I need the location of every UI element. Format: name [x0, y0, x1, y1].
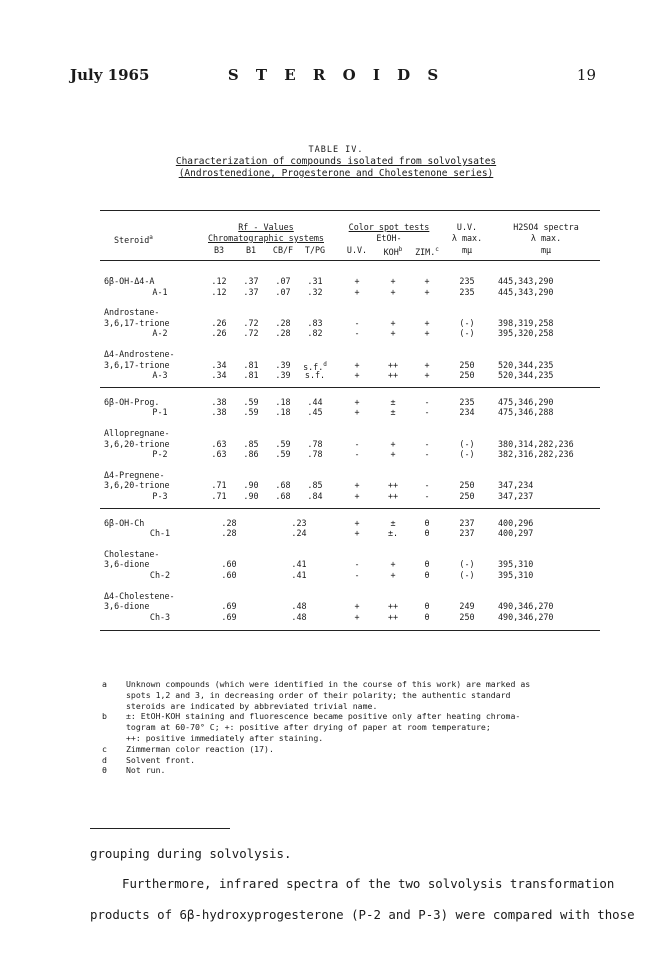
rf-value: .38	[211, 407, 227, 418]
rf-value: .85	[243, 438, 259, 449]
compound-name: 6β-OH-Δ4-A	[104, 276, 155, 286]
compound-name: 3,6,20-trione	[104, 480, 170, 491]
running-header-journal: S T E R O I D S	[227, 66, 445, 84]
col-header-h2so4-unit: mμ	[540, 245, 552, 255]
rf-value: s.f.	[304, 370, 326, 381]
footnote-line: Not run.	[126, 765, 166, 776]
compound-name: 3,6,17-trione	[104, 359, 170, 370]
uv-max-value: 249	[459, 601, 475, 612]
spot-test-value: +	[354, 396, 360, 407]
footnote-line: Zimmerman color reaction (17).	[126, 743, 274, 754]
spot-test-value: +	[354, 528, 360, 539]
compound-name: P-2	[152, 449, 168, 460]
rf-value: .38	[211, 396, 227, 407]
rf-value: .48	[291, 601, 307, 612]
compound-name: 3,6-dione	[104, 559, 150, 570]
footnote	[102, 765, 622, 776]
rf-value: .26	[211, 328, 227, 339]
table-title-line-2: (Androstenedione, Progesterone and Cholestenone series)	[178, 168, 494, 179]
compound-name: Δ4-Pregnene-	[104, 469, 165, 480]
rf-value: .83	[307, 317, 323, 328]
spot-test-value: ++	[387, 491, 399, 501]
compound-name: 3,6,20-trione	[104, 438, 170, 449]
rf-value: .37	[243, 276, 259, 286]
uv-max-value: (-)	[459, 559, 475, 570]
spot-test-value: +	[354, 601, 360, 612]
rf-value: .45	[307, 407, 323, 418]
uv-max-value: 250	[459, 491, 475, 501]
rf-col-header: B3	[213, 245, 225, 255]
rf-value: .24	[291, 528, 307, 539]
rf-value: .39	[275, 359, 291, 370]
spot-test-value: +	[390, 438, 396, 449]
rf-value: .26	[211, 317, 227, 328]
spot-test-value: +	[354, 276, 360, 286]
rf-value: .81	[243, 359, 259, 370]
spot-test-value: +	[424, 276, 430, 286]
h2so4-spectra-value: 445,343,290	[498, 276, 554, 286]
spot-test-value: -	[354, 449, 360, 460]
rf-col-header: CB/F	[272, 245, 294, 255]
spot-test-value: -	[424, 438, 430, 449]
rf-value: .78	[307, 449, 323, 460]
spot-test-value: -	[354, 328, 360, 339]
table-label: TABLE IV.	[308, 145, 364, 155]
compound-name: 6β-OH-Prog.	[104, 396, 160, 407]
spot-test-value: +	[390, 286, 396, 297]
spot-test-value: ±.	[387, 528, 399, 539]
spot-test-value: +	[390, 449, 396, 460]
footnote-line: spots 1,2 and 3, in decreasing order of their polarity; the authentic standard	[126, 689, 511, 700]
rf-value: .39	[275, 370, 291, 381]
spot-test-value: +	[354, 359, 360, 370]
spot-test-value: -	[354, 317, 360, 328]
rf-value: .60	[221, 570, 237, 580]
rf-value: .31	[307, 276, 323, 286]
spot-test-value: +	[424, 359, 430, 370]
spot-test-value: ±	[390, 396, 396, 407]
rf-value: .60	[221, 559, 237, 570]
uv-max-value: 250	[459, 359, 475, 370]
table-title-line-1: Characterization of compounds isolated from solvolysates	[175, 156, 497, 167]
uv-max-value: (-)	[459, 449, 475, 460]
spot-test-value: +	[354, 611, 360, 622]
rf-value: .28	[221, 528, 237, 539]
spot-test-value: +	[424, 328, 430, 339]
compound-name: 3,6,17-trione	[104, 317, 170, 328]
footnote	[102, 755, 622, 766]
compound-name: P-3	[152, 491, 168, 501]
rf-value: .69	[221, 601, 237, 612]
compound-name: Cholestane-	[104, 548, 160, 559]
col-header-h2so4-lambda: λ max.	[530, 233, 562, 243]
rf-value: .78	[307, 438, 323, 449]
spot-test-value: +	[390, 276, 396, 286]
rf-value: .37	[243, 286, 259, 297]
table-rule-top	[100, 210, 600, 211]
spot-test-value: +	[390, 559, 396, 570]
footnote-line: Solvent front.	[126, 754, 196, 765]
spot-test-value: θ	[424, 570, 430, 580]
spot-test-value: +	[390, 317, 396, 328]
table-footnotes	[102, 679, 622, 776]
spot-test-value: ±	[390, 517, 396, 528]
h2so4-spectra-value: 395,320,258	[498, 328, 554, 339]
spot-test-value: -	[424, 449, 430, 460]
compound-name: Ch-3	[149, 611, 171, 622]
spot-test-value: ++	[387, 370, 399, 381]
spot-test-value: +	[424, 317, 430, 328]
spot-test-value: -	[424, 407, 430, 418]
compound-name: P-1	[152, 407, 168, 418]
table-rule-bottom	[100, 630, 600, 631]
spot-test-value: +	[354, 286, 360, 297]
running-header-date: July 1965	[70, 66, 150, 84]
compound-name: Ch-2	[149, 570, 171, 580]
uv-max-value: 235	[459, 286, 475, 297]
spot-test-value: +	[354, 407, 360, 418]
spot-col-header: U.V.	[346, 245, 368, 255]
rf-value: .12	[211, 286, 227, 297]
rf-value: .28	[275, 317, 291, 328]
compound-name: A-3	[152, 370, 168, 381]
col-header-uv: U.V.	[456, 222, 478, 232]
col-header-rf: Rf - Values	[238, 222, 294, 232]
h2so4-spectra-value: 520,344,235	[498, 359, 554, 370]
rf-value: .07	[275, 286, 291, 297]
compound-name: A-2	[152, 328, 168, 339]
rf-col-header: B1	[245, 245, 257, 255]
rf-value: .44	[307, 396, 323, 407]
footnote-marker: d	[102, 754, 107, 765]
rf-value: .28	[275, 328, 291, 339]
uv-max-value: 234	[459, 407, 475, 418]
footnote	[102, 711, 622, 743]
rf-value: .48	[291, 611, 307, 622]
rf-col-header: T/PG	[304, 245, 326, 255]
footnote-line: Unknown compounds (which were identified in the course of this work) are marked as	[126, 679, 531, 689]
h2so4-spectra-value: 490,346,270	[498, 611, 554, 622]
rf-value: .59	[275, 449, 291, 460]
footnote	[102, 744, 622, 755]
spot-col-header: ZIM.$^c$	[415, 246, 439, 257]
h2so4-spectra-value: 475,346,290	[498, 396, 554, 407]
body-text-line-2: Furthermore, infrared spectra of the two solvolysis transformation	[122, 876, 615, 891]
spot-test-value: θ	[424, 528, 430, 539]
rf-value: s.f.$^d$	[303, 360, 327, 372]
rf-value: .72	[243, 317, 259, 328]
h2so4-spectra-value: 382,316,282,236	[498, 449, 574, 460]
h2so4-spectra-value: 490,346,270	[498, 601, 554, 612]
spot-test-value: θ	[424, 601, 430, 612]
col-header-h2so4: H2SO4 spectra	[513, 222, 579, 232]
uv-max-value: 250	[459, 480, 475, 491]
h2so4-spectra-value: 347,237	[498, 491, 534, 501]
spot-test-value: ++	[387, 480, 399, 491]
spot-test-value: θ	[424, 517, 430, 528]
uv-max-value: 235	[459, 396, 475, 407]
rf-value: .12	[211, 276, 227, 286]
rf-value: .34	[211, 359, 227, 370]
rf-value: .23	[291, 517, 307, 528]
rf-value: .71	[211, 480, 227, 491]
spot-test-value: ±	[390, 407, 396, 418]
rf-value: .34	[211, 370, 227, 381]
col-header-color-spot: Color spot tests	[348, 222, 430, 232]
spot-test-value: θ	[424, 611, 430, 622]
uv-max-value: (-)	[459, 328, 475, 339]
spot-test-value: ++	[387, 611, 399, 622]
spot-test-value: +	[354, 517, 360, 528]
h2so4-spectra-value: 395,310	[498, 559, 534, 570]
spot-col-header: KOH$^b$	[383, 246, 403, 257]
rf-value: .59	[275, 438, 291, 449]
spot-test-value: -	[354, 570, 360, 580]
spot-test-value: -	[424, 396, 430, 407]
footnote-line: steroids are indicated by abbreviated trivial name.	[126, 700, 378, 711]
spot-test-value: +	[390, 328, 396, 339]
h2so4-spectra-value: 380,314,282,236	[498, 438, 574, 449]
spot-test-value: +	[354, 370, 360, 381]
spot-test-value: -	[424, 491, 430, 501]
h2so4-spectra-value: 445,343,290	[498, 286, 554, 297]
uv-max-value: 250	[459, 370, 475, 381]
spot-test-value: +	[424, 286, 430, 297]
col-header-uv-lambda: λ max.	[451, 233, 483, 243]
footnote-rule	[90, 828, 230, 829]
table-group-rule	[100, 508, 600, 509]
rf-value: .41	[291, 559, 307, 570]
spot-test-value: -	[354, 559, 360, 570]
spot-test-value: -	[354, 438, 360, 449]
footnote-line: ±: EtOH-KOH staining and fluorescence became positive only after heating chroma-	[126, 711, 521, 722]
spot-test-value: +	[424, 370, 430, 381]
body-text-line-1: grouping during solvolysis.	[90, 846, 292, 861]
rf-value: .63	[211, 438, 227, 449]
table-group-rule	[100, 387, 600, 388]
footnote-line: ++: positive immediately after staining.	[126, 732, 324, 743]
rf-value: .59	[243, 396, 259, 407]
rf-value: .69	[221, 611, 237, 622]
uv-max-value: (-)	[459, 317, 475, 328]
col-header-uv-unit: mμ	[461, 245, 473, 255]
rf-value: .72	[243, 328, 259, 339]
h2so4-spectra-value: 347,234	[498, 480, 534, 491]
uv-max-value: (-)	[459, 570, 475, 580]
rf-value: .86	[243, 449, 259, 460]
compound-name: Δ4-Cholestene-	[104, 590, 175, 601]
rf-value: .81	[243, 370, 259, 381]
compound-name: A-1	[152, 286, 168, 297]
spot-test-value: θ	[424, 559, 430, 570]
spot-test-value: ++	[387, 601, 399, 612]
h2so4-spectra-value: 395,310	[498, 570, 534, 580]
table-rule-head	[100, 260, 600, 261]
rf-value: .85	[307, 480, 323, 491]
rf-value: .90	[243, 480, 259, 491]
compound-name: Allopregnane-	[104, 428, 170, 438]
compound-name: Δ4-Androstene-	[104, 349, 175, 359]
uv-max-value: 237	[459, 517, 475, 528]
uv-max-value: (-)	[459, 438, 475, 449]
rf-value: .63	[211, 449, 227, 460]
uv-max-value: 250	[459, 611, 475, 622]
spot-test-value: +	[354, 491, 360, 501]
compound-name: 3,6-dione	[104, 601, 150, 612]
rf-value: .41	[291, 570, 307, 580]
table-caption	[0, 144, 672, 180]
rf-value: .68	[275, 480, 291, 491]
rf-value: .71	[211, 491, 227, 501]
spot-test-value: ++	[387, 359, 399, 370]
footnote-marker: a	[102, 679, 107, 689]
spot-test-value: -	[424, 480, 430, 491]
rf-value: .07	[275, 276, 291, 286]
h2so4-spectra-value: 520,344,235	[498, 370, 554, 381]
col-header-etoh: EtOH-	[376, 233, 402, 243]
uv-max-value: 237	[459, 528, 475, 539]
rf-value: .18	[275, 396, 291, 407]
footnote-marker: θ	[102, 765, 107, 776]
h2so4-spectra-value: 398,319,258	[498, 317, 554, 328]
page-number: 19	[576, 66, 596, 84]
compound-name: Androstane-	[104, 307, 160, 318]
rf-value: .59	[243, 407, 259, 418]
col-header-steroid: Steroid$^a$	[114, 234, 153, 245]
footnote-marker: b	[102, 711, 107, 722]
spot-test-value: +	[390, 570, 396, 580]
uv-max-value: 235	[459, 276, 475, 286]
compound-name: Ch-1	[149, 528, 171, 539]
rf-value: .84	[307, 491, 323, 501]
rf-value: .68	[275, 491, 291, 501]
h2so4-spectra-value: 400,296	[498, 517, 534, 528]
footnote	[102, 679, 622, 711]
h2so4-spectra-value: 475,346,288	[498, 407, 554, 418]
rf-value: .90	[243, 491, 259, 501]
footnote-line: togram at 60-70° C; +: positive after drying of paper at room temperature;	[126, 722, 491, 733]
col-header-rf-systems: Chromatographic systems	[208, 233, 324, 243]
rf-value: .32	[307, 286, 323, 297]
rf-value: .82	[307, 328, 323, 339]
rf-value: .28	[221, 517, 237, 528]
compound-name: 6β-OH-Ch	[104, 517, 145, 528]
h2so4-spectra-value: 400,297	[498, 528, 534, 539]
rf-value: .18	[275, 407, 291, 418]
body-text-line-3: products of 6β-hydroxyprogesterone (P-2 and P-3) were compared with those	[90, 907, 635, 922]
spot-test-value: +	[354, 480, 360, 491]
footnote-marker: c	[102, 743, 107, 754]
